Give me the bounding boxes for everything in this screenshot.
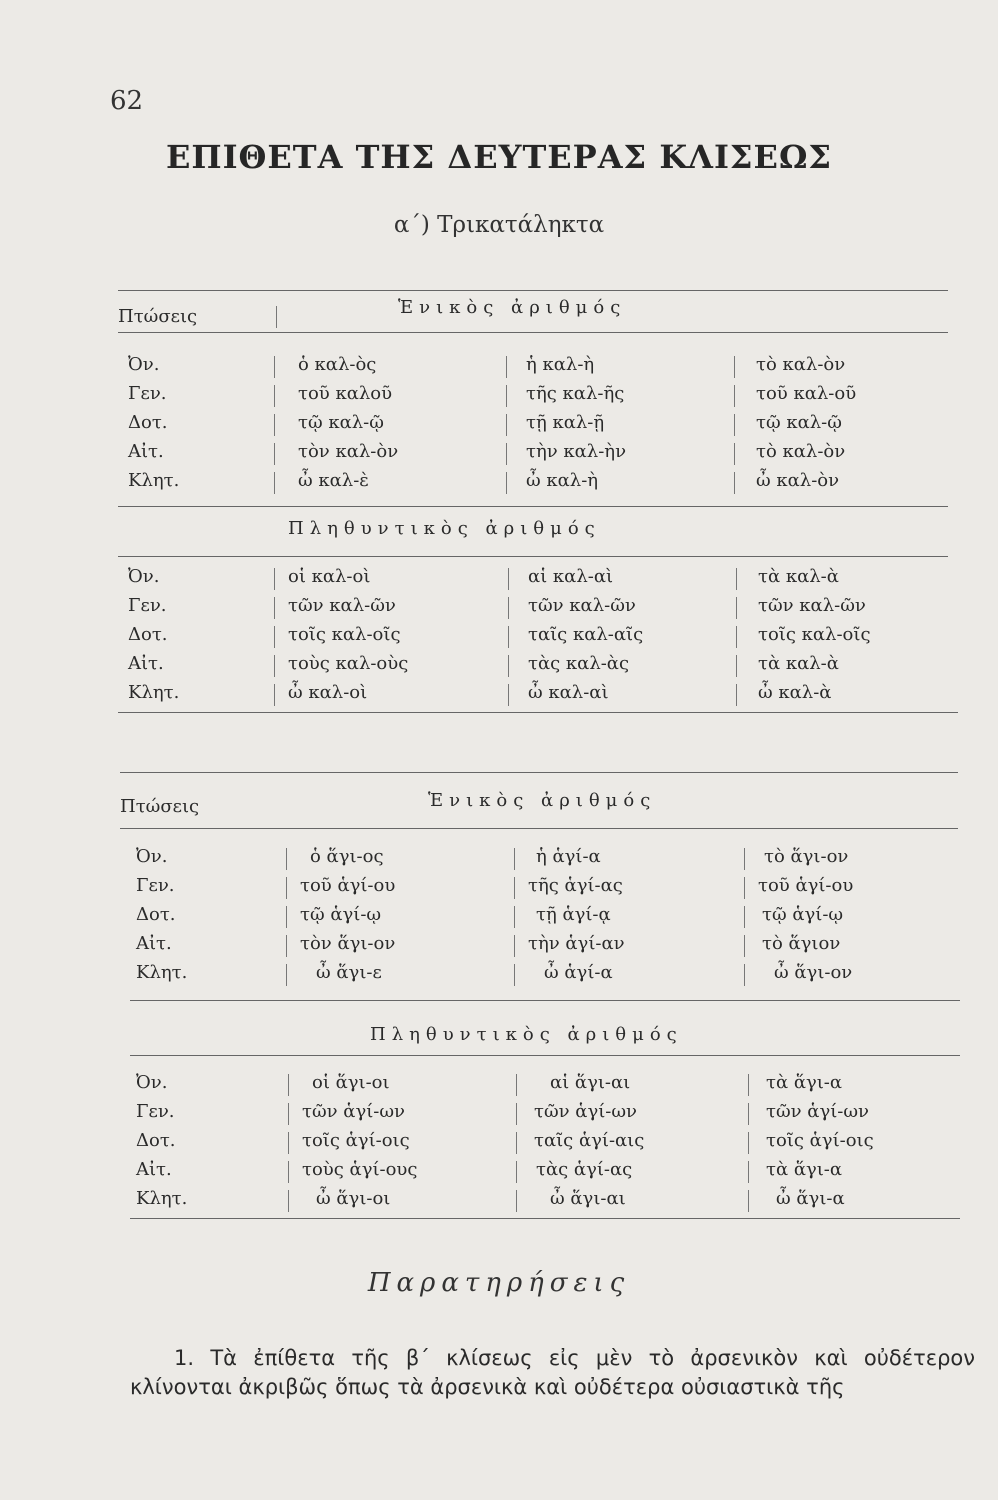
table-row [136, 1159, 936, 1188]
column-divider [274, 597, 275, 619]
column-divider [288, 1074, 289, 1096]
table-row [136, 1188, 936, 1217]
feminine-form: ἡ καλ-ὴ [526, 354, 595, 375]
feminine-form: τῆς καλ-ῆς [526, 383, 625, 404]
feminine-form: ταῖς καλ-αῖς [528, 624, 644, 645]
section-subtitle: α΄) Τρικατάληκτα [393, 212, 605, 238]
column-divider [274, 626, 275, 648]
masculine-form: τὸν ἅγι-ον [300, 933, 396, 954]
case-label: Ὀν. [136, 846, 168, 867]
table-row [128, 383, 928, 412]
neuter-form: τὸ ἅγιον [762, 933, 841, 954]
masculine-form: τῶν ἁγί-ων [302, 1101, 405, 1122]
paragraph-line: 1. Τὰ ἐπίθετα τῆς β΄ κλίσεως εἰς μὲν τὸ ἀρσενικὸν καὶ οὐδέτερον [174, 1346, 975, 1370]
table-rule [118, 556, 948, 557]
column-divider [286, 877, 287, 899]
case-label: Δοτ. [136, 1130, 176, 1151]
column-divider [736, 597, 737, 619]
feminine-form: ὦ ἁγί-α [544, 962, 613, 983]
singular-header: Ἑνικὸς ἀριθμός [428, 790, 657, 811]
neuter-form: τὸ καλ-ὸν [756, 354, 846, 375]
paragraph-line: κλίνονται ἀκριβῶς ὅπως τὰ ἀρσενικὰ καὶ οὐδέτερα οὐσιαστικὰ τῆς [130, 1375, 845, 1399]
table-rule [130, 1218, 960, 1219]
neuter-form: τὰ καλ-ὰ [758, 653, 839, 674]
table-row [128, 354, 928, 383]
feminine-form: τῆς ἁγί-ας [528, 875, 623, 896]
masculine-form: οἱ καλ-οὶ [288, 566, 371, 587]
masculine-form: τοῦ καλοῦ [298, 383, 393, 404]
column-divider [514, 877, 515, 899]
neuter-form: τῶν καλ-ῶν [758, 595, 866, 616]
case-label: Γεν. [128, 595, 167, 616]
case-label: Δοτ. [128, 624, 168, 645]
column-divider [506, 385, 507, 407]
masculine-form: ὁ καλ-ὸς [298, 354, 377, 375]
table-row [128, 653, 928, 682]
column-divider [514, 848, 515, 870]
neuter-form: τὰ ἅγι-α [766, 1072, 843, 1093]
case-label: Αἰτ. [128, 653, 164, 674]
table-row [128, 470, 928, 499]
column-divider [286, 848, 287, 870]
feminine-form: τῇ καλ-ῇ [526, 412, 605, 433]
column-divider [274, 655, 275, 677]
case-label: Αἰτ. [128, 441, 164, 462]
table-rule [130, 1000, 960, 1001]
masculine-form: οἱ ἅγι-οι [312, 1072, 390, 1093]
column-divider [286, 906, 287, 928]
feminine-form: ἡ ἁγί-α [536, 846, 601, 867]
column-divider [516, 1132, 517, 1154]
masculine-form: τοῦ ἁγί-ου [300, 875, 396, 896]
masculine-form: τῶν καλ-ῶν [288, 595, 396, 616]
feminine-form: ὦ ἅγι-αι [550, 1188, 626, 1209]
page-number: 62 [110, 86, 144, 116]
feminine-form: τῶν ἁγί-ων [534, 1101, 637, 1122]
cases-header: Πτώσεις [118, 306, 198, 327]
masculine-form: τὸν καλ-ὸν [298, 441, 399, 462]
case-label: Δοτ. [128, 412, 168, 433]
masculine-form: ὦ ἅγι-οι [316, 1188, 391, 1209]
column-divider [748, 1161, 749, 1183]
masculine-form: τοῖς καλ-οῖς [288, 624, 401, 645]
column-divider [286, 935, 287, 957]
column-divider [744, 935, 745, 957]
table-row [136, 1072, 936, 1101]
column-divider [288, 1190, 289, 1212]
column-divider [736, 626, 737, 648]
column-divider [744, 964, 745, 986]
cases-header: Πτώσεις [120, 796, 200, 817]
case-label: Γεν. [136, 875, 175, 896]
column-divider [516, 1074, 517, 1096]
masculine-form: τοὺς ἁγί-ους [302, 1159, 418, 1180]
case-label: Ὀν. [136, 1072, 168, 1093]
feminine-form: τῇ ἁγί-ᾳ [536, 904, 611, 925]
masculine-form: τῷ καλ-ῷ [298, 412, 384, 433]
table-row [128, 412, 928, 441]
column-divider [274, 472, 275, 494]
case-label: Γεν. [136, 1101, 175, 1122]
masculine-form: τῷ ἁγί-ῳ [300, 904, 382, 925]
table-row [128, 566, 928, 595]
feminine-form: τὴν ἁγί-αν [528, 933, 625, 954]
column-divider [274, 443, 275, 465]
column-divider [274, 684, 275, 706]
case-label: Κλητ. [136, 1188, 188, 1209]
plural-header: Πληθυντικὸς ἀριθμός [370, 1024, 683, 1045]
case-label: Ὀν. [128, 354, 160, 375]
column-divider [508, 597, 509, 619]
case-label: Γεν. [128, 383, 167, 404]
column-divider [514, 906, 515, 928]
feminine-form: ὦ καλ-ὴ [526, 470, 599, 491]
column-divider [744, 906, 745, 928]
column-divider [276, 306, 277, 328]
column-divider [514, 935, 515, 957]
neuter-form: τῷ καλ-ῷ [756, 412, 842, 433]
column-divider [734, 356, 735, 378]
column-divider [748, 1132, 749, 1154]
masculine-form: ὁ ἅγι-ος [310, 846, 384, 867]
column-divider [288, 1132, 289, 1154]
table-row [128, 441, 928, 470]
case-label: Ὀν. [128, 566, 160, 587]
column-divider [744, 848, 745, 870]
neuter-form: ὦ καλ-ὸν [756, 470, 840, 491]
feminine-form: τῶν καλ-ῶν [528, 595, 636, 616]
case-label: Κλητ. [128, 682, 180, 703]
column-divider [748, 1103, 749, 1125]
neuter-form: ὦ ἅγι-ον [774, 962, 853, 983]
column-divider [506, 443, 507, 465]
page-title: ΕΠΙΘΕΤΑ ΤΗΣ ΔΕΥΤΕΡΑΣ ΚΛΙΣΕΩΣ [165, 138, 833, 176]
feminine-form: τὰς ἁγί-ας [536, 1159, 633, 1180]
column-divider [288, 1103, 289, 1125]
neuter-form: ὦ καλ-ὰ [758, 682, 832, 703]
table-row [128, 595, 928, 624]
column-divider [514, 964, 515, 986]
neuter-form: τῶν ἁγί-ων [766, 1101, 869, 1122]
neuter-form: τὰ καλ-ὰ [758, 566, 839, 587]
column-divider [274, 414, 275, 436]
masculine-form: ὦ καλ-ὲ [298, 470, 369, 491]
column-divider [508, 568, 509, 590]
neuter-form: ὦ ἅγι-α [776, 1188, 845, 1209]
column-divider [274, 385, 275, 407]
plural-header: Πληθυντικὸς ἀριθμός [288, 518, 601, 539]
column-divider [506, 472, 507, 494]
neuter-form: τοῖς καλ-οῖς [758, 624, 871, 645]
case-label: Αἰτ. [136, 1159, 172, 1180]
table-rule [120, 828, 958, 829]
column-divider [506, 414, 507, 436]
column-divider [734, 385, 735, 407]
masculine-form: τοῖς ἁγί-οις [302, 1130, 410, 1151]
column-divider [274, 356, 275, 378]
case-label: Κλητ. [128, 470, 180, 491]
column-divider [736, 655, 737, 677]
column-divider [734, 472, 735, 494]
feminine-form: τὴν καλ-ὴν [526, 441, 627, 462]
table-row [136, 933, 936, 962]
table-row [136, 904, 936, 933]
table-rule [118, 506, 948, 507]
column-divider [744, 877, 745, 899]
table-row [136, 1130, 936, 1159]
column-divider [736, 684, 737, 706]
masculine-form: ὦ ἅγι-ε [316, 962, 382, 983]
feminine-form: αἱ καλ-αὶ [528, 566, 614, 587]
column-divider [734, 414, 735, 436]
column-divider [288, 1161, 289, 1183]
table-row [136, 846, 936, 875]
observation-paragraph [130, 1344, 975, 1402]
observations-heading: Παρατηρήσεις [367, 1268, 631, 1298]
feminine-form: αἱ ἅγι-αι [550, 1072, 631, 1093]
case-label: Αἰτ. [136, 933, 172, 954]
singular-header: Ἑνικὸς ἀριθμός [398, 297, 627, 318]
neuter-form: τῷ ἁγί-ῳ [762, 904, 844, 925]
neuter-form: τὸ ἅγι-ον [764, 846, 849, 867]
neuter-form: τοῦ ἁγί-ου [758, 875, 854, 896]
neuter-form: τοῖς ἁγί-οις [766, 1130, 874, 1151]
column-divider [734, 443, 735, 465]
table-row [136, 1101, 936, 1130]
table-row [128, 624, 928, 653]
column-divider [748, 1190, 749, 1212]
column-divider [274, 568, 275, 590]
column-divider [508, 684, 509, 706]
case-label: Κλητ. [136, 962, 188, 983]
column-divider [516, 1161, 517, 1183]
table-rule [118, 332, 948, 333]
table-rule [118, 290, 948, 291]
column-divider [508, 626, 509, 648]
column-divider [516, 1103, 517, 1125]
column-divider [286, 964, 287, 986]
table-rule [120, 772, 958, 773]
masculine-form: ὦ καλ-οὶ [288, 682, 368, 703]
column-divider [516, 1190, 517, 1212]
table-row [128, 682, 928, 711]
table-row [136, 875, 936, 904]
table-rule [130, 1055, 960, 1056]
case-label: Δοτ. [136, 904, 176, 925]
column-divider [506, 356, 507, 378]
neuter-form: τὸ καλ-ὸν [756, 441, 846, 462]
feminine-form: ταῖς ἁγί-αις [534, 1130, 645, 1151]
column-divider [736, 568, 737, 590]
column-divider [508, 655, 509, 677]
neuter-form: τοῦ καλ-οῦ [756, 383, 857, 404]
feminine-form: ὦ καλ-αὶ [528, 682, 609, 703]
table-rule [118, 712, 958, 713]
table-row [136, 962, 936, 991]
feminine-form: τὰς καλ-ὰς [528, 653, 630, 674]
neuter-form: τὰ ἅγι-α [766, 1159, 843, 1180]
masculine-form: τοὺς καλ-οὺς [288, 653, 409, 674]
column-divider [748, 1074, 749, 1096]
